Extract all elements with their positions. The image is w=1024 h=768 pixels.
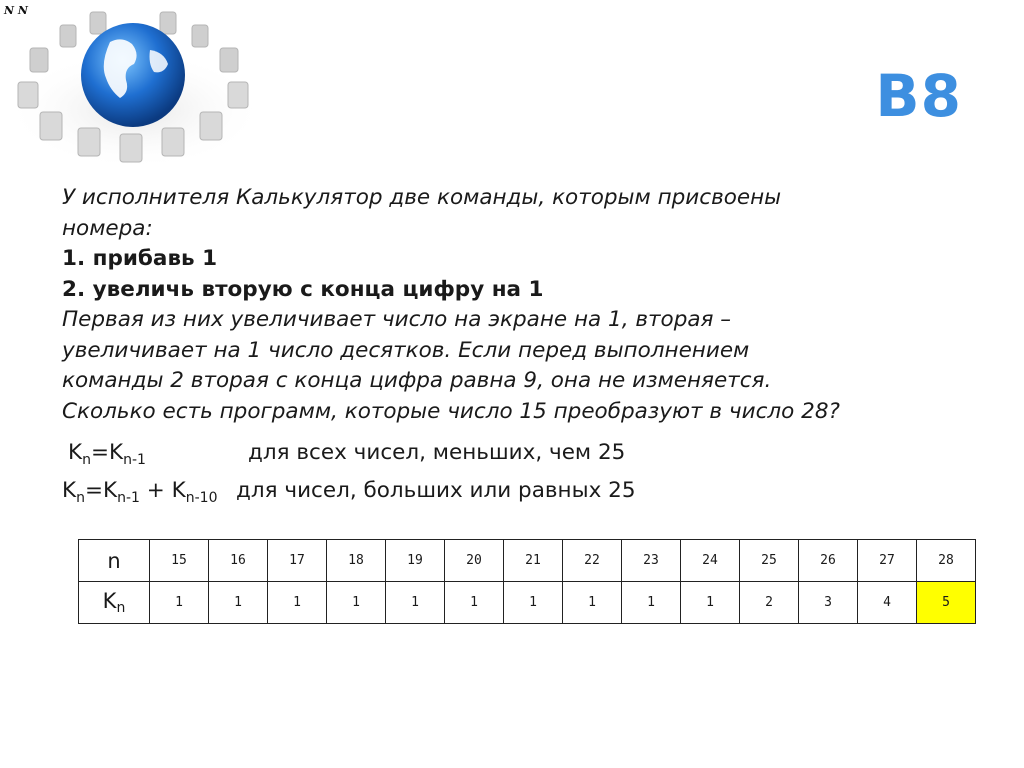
table-header-k-letter: K bbox=[102, 589, 117, 613]
table-cell-k-result: 5 bbox=[917, 582, 976, 624]
table-cell-n: 21 bbox=[504, 540, 563, 582]
command-2: 2. увеличь вторую с конца цифру на 1 bbox=[62, 276, 544, 302]
table-cell-n: 22 bbox=[563, 540, 622, 582]
table-header-n: n bbox=[79, 540, 150, 582]
formula-2-eq: =K bbox=[84, 478, 118, 503]
question: Сколько есть программ, которые число 15 преобразуют в число 28? bbox=[62, 398, 840, 424]
formula-2-sub-n1: n-1 bbox=[117, 490, 140, 506]
table-cell-n: 17 bbox=[268, 540, 327, 582]
table-cell-n: 27 bbox=[858, 540, 917, 582]
table-cell-n: 18 bbox=[327, 540, 386, 582]
slide-number: B8 bbox=[875, 62, 962, 130]
globe-logo-icon bbox=[0, 0, 270, 175]
k-values-table bbox=[78, 539, 976, 624]
table-cell-n: 16 bbox=[209, 540, 268, 582]
table-cell-k: 1 bbox=[209, 582, 268, 624]
table-row-n bbox=[79, 540, 976, 582]
formula-1 bbox=[68, 440, 146, 468]
problem-text bbox=[62, 183, 982, 427]
table-cell-k: 1 bbox=[622, 582, 681, 624]
formula-1-sub-n1: n-1 bbox=[123, 452, 146, 468]
table-cell-n: 28 bbox=[917, 540, 976, 582]
table-cell-k: 1 bbox=[445, 582, 504, 624]
table-cell-k: 1 bbox=[563, 582, 622, 624]
formula-1-eq: =K bbox=[90, 440, 124, 465]
table-cell-k: 1 bbox=[268, 582, 327, 624]
description-line-3: команды 2 вторая с конца цифра равна 9, она не изменяется. bbox=[62, 368, 772, 393]
formula-2-sub-n: n bbox=[76, 490, 85, 506]
table-cell-n: 20 bbox=[445, 540, 504, 582]
table-cell-k: 1 bbox=[150, 582, 209, 624]
table-header-k-sub: n bbox=[116, 600, 126, 616]
formula-2-k: K bbox=[62, 478, 77, 503]
table-cell-n: 19 bbox=[386, 540, 445, 582]
table-cell-k: 1 bbox=[681, 582, 740, 624]
table-cell-k: 2 bbox=[740, 582, 799, 624]
formula-1-sub-n: n bbox=[82, 452, 91, 468]
table-header-k bbox=[79, 582, 150, 624]
table-cell-n: 15 bbox=[150, 540, 209, 582]
table-cell-k: 1 bbox=[386, 582, 445, 624]
formula-2-plus: + K bbox=[139, 478, 186, 503]
table-cell-n: 26 bbox=[799, 540, 858, 582]
description-line-2: увеличивает на 1 число десятков. Если перед выполнением bbox=[62, 337, 750, 363]
formula-2 bbox=[62, 478, 218, 506]
table-cell-k: 1 bbox=[504, 582, 563, 624]
formula-2-label: для чисел, больших или равных 25 bbox=[236, 478, 636, 503]
corner-mark: N N bbox=[4, 4, 28, 17]
table-cell-k: 4 bbox=[858, 582, 917, 624]
table-row-k bbox=[79, 582, 976, 624]
table-cell-n: 25 bbox=[740, 540, 799, 582]
formula-1-k: K bbox=[68, 440, 83, 465]
problem-line-2: номера: bbox=[62, 215, 153, 241]
problem-line-1: У исполнителя Калькулятор две команды, которым присвоены bbox=[62, 185, 782, 210]
table-cell-n: 23 bbox=[622, 540, 681, 582]
table-cell-k: 1 bbox=[327, 582, 386, 624]
description-line-1: Первая из них увеличивает число на экране на 1, вторая – bbox=[62, 307, 732, 332]
table-cell-k: 3 bbox=[799, 582, 858, 624]
command-1: 1. прибавь 1 bbox=[62, 246, 218, 271]
formula-2-sub-n10: n-10 bbox=[185, 490, 218, 506]
table-cell-n: 24 bbox=[681, 540, 740, 582]
formula-1-label: для всех чисел, меньших, чем 25 bbox=[248, 440, 626, 465]
